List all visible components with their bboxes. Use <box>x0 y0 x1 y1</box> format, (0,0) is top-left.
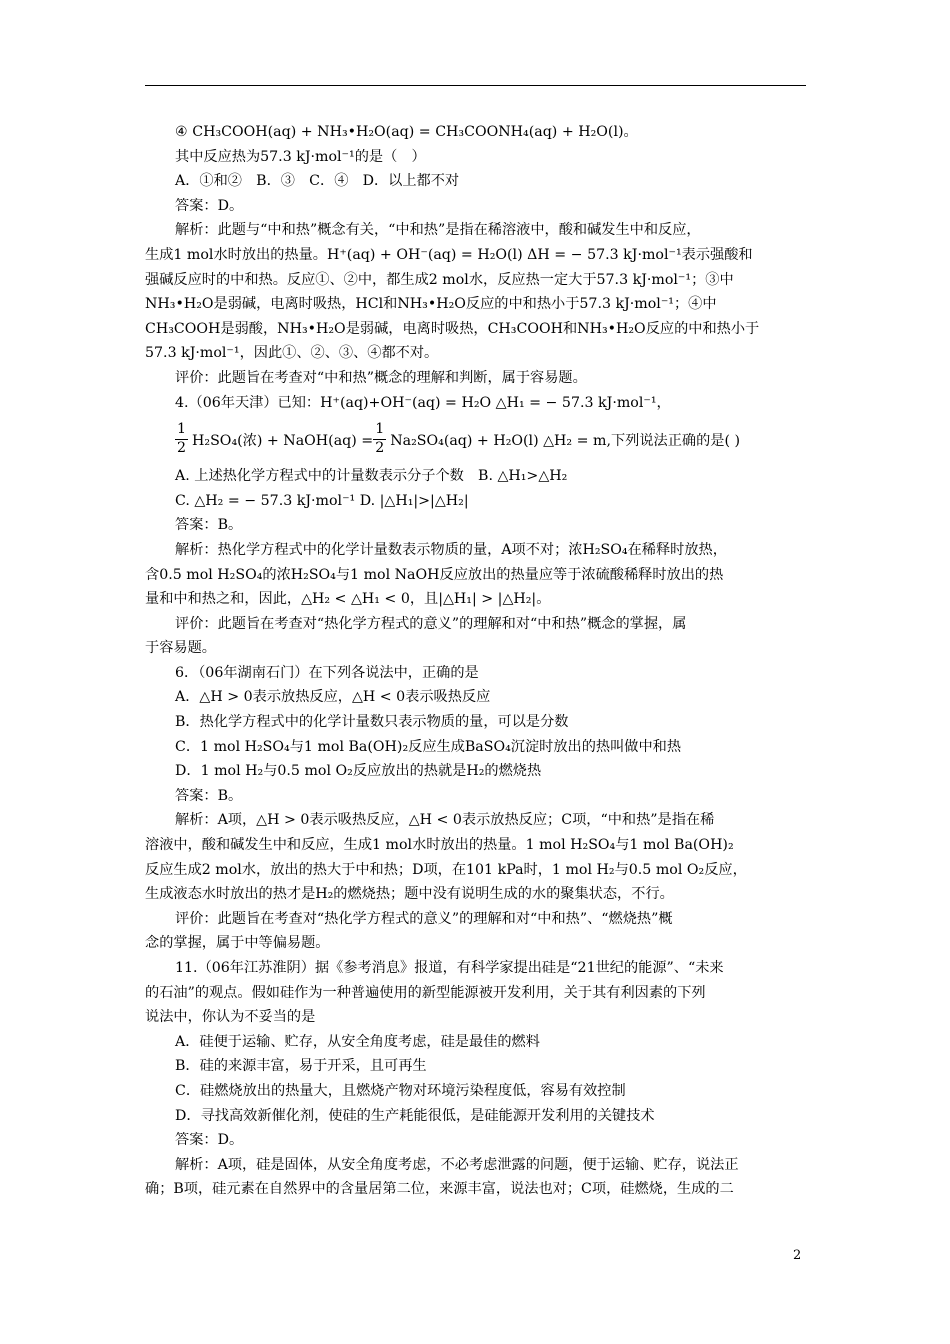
fraction-half-1 <box>175 421 188 458</box>
text-line: 答案：B。 <box>175 517 243 534</box>
page-number: 2 <box>793 1248 802 1263</box>
equation-line <box>145 415 807 464</box>
text-line: 溶液中，酸和碱发生中和反应，生成1 mol水时放出的热量。1 mol H₂SO₄与1 mol Ba(OH)₂ <box>145 837 734 854</box>
text-line: 解析：此题与“中和热”概念有关，“中和热”是指在稀溶液中，酸和碱发生中和反应， <box>175 222 701 239</box>
text-line: 念的掌握，属于中等偏易题。 <box>145 935 330 952</box>
text-line: A. 上述热化学方程式中的计量数表示分子个数 B. △H₁>△H₂ <box>175 468 568 485</box>
text-line: C．1 mol H₂SO₄与1 mol Ba(OH)₂反应生成BaSO₄沉淀时放出的热叫做中和热 <box>175 738 682 755</box>
text-line: 6．（06年湖南石门）在下列各说法中，正确的是 <box>175 664 479 681</box>
text-block-bottom <box>145 464 807 1202</box>
text-line: 11.（06年江苏淮阴）据《参考消息》报道，有科学家提出硅是“21世纪的能源”、“未来 <box>175 960 724 976</box>
text-line: 量和中和热之和，因此，△H₂ < △H₁ < 0，且|△H₁| > |△H₂|。 <box>145 591 551 608</box>
text-line: 含0.5 mol H₂SO₄的浓H₂SO₄与1 mol NaOH反应放出的热量应等于浓硫酸稀释时放出的热 <box>145 566 724 583</box>
text-line: 反应生成2 mol水，放出的热大于中和热；D项，在101 kPa时，1 mol H₂与0.5 mol O₂反应， <box>145 861 747 878</box>
text-line: 评价：此题旨在考查对“中和热”概念的理解和判断，属于容易题。 <box>175 369 587 386</box>
text-line: 解析：热化学方程式中的化学计量数表示物质的量，A项不对；浓H₂SO₄在稀释时放热， <box>175 541 727 558</box>
text-line: 评价：此题旨在考查对“热化学方程式的意义”的理解和对“中和热”、“燃烧热”概 <box>175 910 673 927</box>
text-line: B．热化学方程式中的化学计量数只表示物质的量，可以是分数 <box>175 714 569 731</box>
text-line: 4.（06年天津）已知：H⁺(aq)+OH⁻(aq) = H₂O △H₁ = − 57.3 kJ·mol⁻¹， <box>175 394 671 411</box>
header-rule <box>145 85 806 86</box>
text-line: 答案：B。 <box>175 787 243 804</box>
fraction-half-2 <box>373 421 386 458</box>
text-line: D．寻找高效新催化剂，使硅的生产耗能很低，是硅能源开发利用的关键技术 <box>175 1107 655 1124</box>
text-line: D．1 mol H₂与0.5 mol O₂反应放出的热就是H₂的燃烧热 <box>175 763 542 780</box>
text-line: 的石油”的观点。假如硅作为一种普遍使用的新型能源被开发利用，关于其有利因素的下列 <box>145 984 706 1001</box>
equation-part-1: H₂SO₄(浓) + NaOH(aq) = <box>192 432 374 449</box>
text-line: 57.3 kJ·mol⁻¹，因此①、②、③、④都不对。 <box>145 345 439 362</box>
text-line: 确；B项，硅元素在自然界中的含量居第二位，来源丰富，说法也对；C项，硅燃烧，生成的二 <box>145 1181 734 1198</box>
text-line: 评价：此题旨在考查对“热化学方程式的意义”的理解和对“中和热”概念的掌握，属 <box>175 615 687 632</box>
text-line: C. △H₂ = − 57.3 kJ·mol⁻¹ D. |△H₁|>|△H₂| <box>175 492 469 509</box>
text-line: C．硅燃烧放出的热量大，且燃烧产物对环境污染程度低，容易有效控制 <box>175 1082 626 1099</box>
fraction-denominator: 2 <box>177 440 187 457</box>
fraction-numerator: 1 <box>175 421 188 440</box>
fraction-denominator: 2 <box>375 440 385 457</box>
text-line: 解析：A项，硅是固体，从安全角度考虑，不必考虑泄露的问题，便于运输、贮存，说法正 <box>175 1156 739 1173</box>
document-body <box>145 120 807 1202</box>
text-line: 说法中，你认为不妥当的是 <box>145 1009 316 1026</box>
text-line: NH₃•H₂O是弱碱，电离时吸热，HCl和NH₃•H₂O反应的中和热小于57.3 kJ·mol⁻¹；④中 <box>145 296 717 313</box>
text-line: 答案：D。 <box>175 197 244 214</box>
equation-part-2: Na₂SO₄(aq) + H₂O(l) △H₂ = m,下列说法正确的是( ) <box>390 432 741 449</box>
text-line: 生成液态水时放出的热才是H₂的燃烧热；题中没有说明生成的水的聚集状态，不行。 <box>145 886 674 903</box>
text-line: 强碱反应时的中和热。反应①、②中，都生成2 mol水，反应热一定大于57.3 kJ·mol⁻¹；③中 <box>145 271 734 288</box>
text-line: A．硅便于运输、贮存，从安全角度考虑，硅是最佳的燃料 <box>175 1033 540 1050</box>
text-line: 生成1 mol水时放出的热量。H⁺(aq) + OH⁻(aq) = H₂O(l) ΔH = − 57.3 kJ·mol⁻¹表示强酸和 <box>145 246 753 263</box>
text-line: 解析：A项，△H > 0表示吸热反应，△H < 0表示放热反应；C项，“中和热”是指在稀 <box>175 812 715 829</box>
text-line: 于容易题。 <box>145 640 216 657</box>
text-line: 答案：D。 <box>175 1132 244 1149</box>
text-line: A．△H > 0表示放热反应，△H < 0表示吸热反应 <box>175 689 491 706</box>
text-line: ④ CH₃COOH(aq) + NH₃•H₂O(aq) = CH₃COONH₄(aq) + H₂O(l)。 <box>175 124 638 140</box>
fraction-numerator: 1 <box>373 421 386 440</box>
text-line: A．①和② B．③ C．④ D．以上都不对 <box>175 173 460 190</box>
text-line: B．硅的来源丰富，易于开采，且可再生 <box>175 1058 427 1075</box>
text-block-top <box>145 120 807 415</box>
text-line: 其中反应热为57.3 kJ·mol⁻¹的是（ ） <box>175 148 426 165</box>
text-line: CH₃COOH是弱酸，NH₃•H₂O是弱碱，电离时吸热，CH₃COOH和NH₃•H₂O反应的中和热小于 <box>145 320 760 337</box>
